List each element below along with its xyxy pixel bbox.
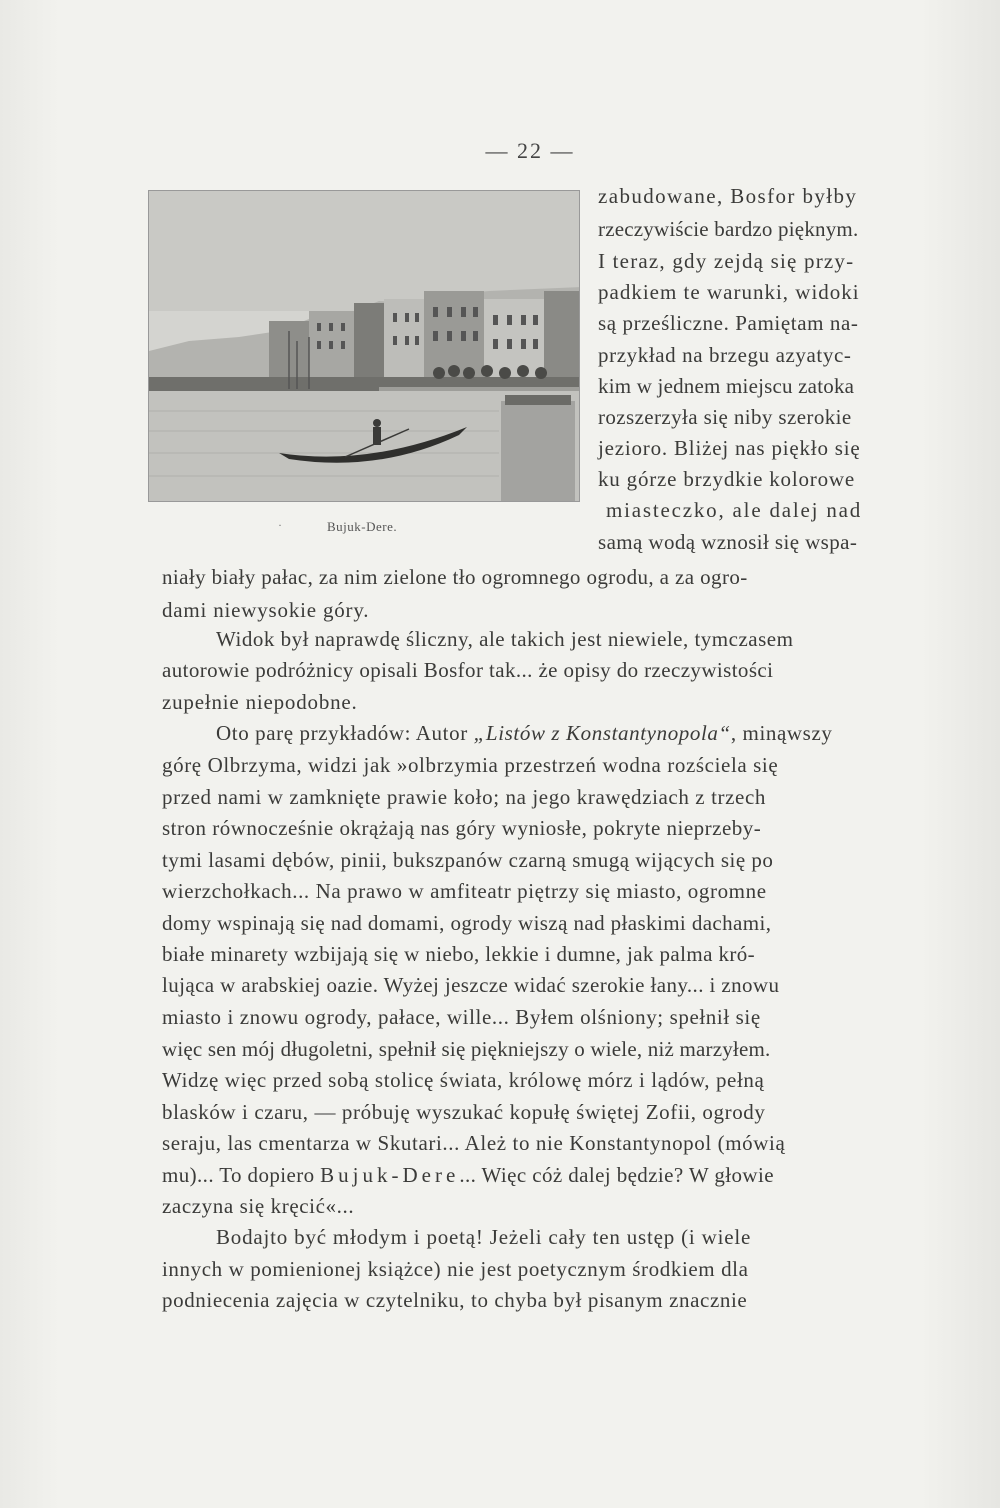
text-line: samą wodą wznosił się wspa- xyxy=(598,530,858,554)
text-line: przed nami w zamknięte prawie koło; na jego krawędziach z trzech xyxy=(162,785,766,809)
bujuk-dere-spaced: Bujuk-Dere xyxy=(320,1163,460,1187)
text-line: jezioro. Bliżej nas piękło się xyxy=(598,436,861,460)
text-line: dami niewysokie góry. xyxy=(162,598,370,622)
text-line: innych w pomienionej książce) nie jest poetycznym środkiem dla xyxy=(162,1257,749,1281)
text-line: są prześliczne. Pamiętam na- xyxy=(598,311,859,335)
text-line: białe minarety wzbijają się w niebo, lekkie i dumne, jak palma kró- xyxy=(162,942,756,966)
figure xyxy=(148,190,580,502)
text-line: domy wspinają się nad domami, ogrody wiszą nad płaskimi dachami, xyxy=(162,911,772,935)
text-line: Widzę więc przed sobą stolicę świata, królowę mórz i lądów, pełną xyxy=(162,1068,765,1092)
text-line: niały biały pałac, za nim zielone tło ogromnego ogrodu, a za ogro- xyxy=(162,565,748,589)
text-line: padkiem te warunki, widoki xyxy=(598,280,860,304)
page-number: — 22 — xyxy=(485,138,575,163)
text-line: autorowie podróżnicy opisali Bosfor tak... że opisy do rzeczywistości xyxy=(162,658,774,682)
text-line: miasteczko, ale dalej nad xyxy=(606,498,863,522)
quote-after: , minąwszy xyxy=(730,721,833,745)
text-line-bujuk xyxy=(162,1163,774,1187)
text-line: Bodajto być młodym i poetą! Jeżeli cały ten ustęp (i wiele xyxy=(216,1225,752,1249)
quote-before: Oto parę przykładów: Autor xyxy=(216,721,474,745)
text-line: rozszerzyła się niby szerokie xyxy=(598,405,852,429)
text-line: I teraz, gdy zejdą się przy- xyxy=(598,249,855,273)
text-line: rzeczywiście bardzo pięknym. xyxy=(598,217,859,241)
text-line: stron równocześnie okrążają nas góry wyniosłe, pokryte nieprzeby- xyxy=(162,816,762,840)
text-line: zupełnie niepodobne. xyxy=(162,690,358,714)
text-line: seraju, las cmentarza w Skutari... Ależ to nie Konstantynopol (mówią xyxy=(162,1131,786,1155)
text-line: zabudowane, Bosfor byłby xyxy=(598,184,858,208)
bujuk-before: mu)... To dopiero xyxy=(162,1163,321,1187)
text-line: lująca w arabskiej oazie. Wyżej jeszcze widać szerokie łany... i znowu xyxy=(162,973,780,997)
figure-caption: Bujuk-Dere. xyxy=(327,519,398,534)
bujuk-after: ... Więc cóż dalej będzie? W głowie xyxy=(459,1163,774,1187)
harbor-illustration xyxy=(149,191,580,502)
photo-bujuk-dere xyxy=(148,190,580,502)
text-line: więc sen mój długoletni, spełnił się piękniejszy o wiele, niż marzyłem. xyxy=(162,1037,771,1061)
text-line: blasków i czaru, — próbuję wyszukać kopułę świętej Zofii, ogrody xyxy=(162,1100,766,1124)
text-line: przykład na brzegu azyatyc- xyxy=(598,343,852,367)
text-line: zaczyna się kręcić«... xyxy=(162,1194,355,1218)
text-line: podniecenia zajęcia w czytelniku, to chyba był pisanym znacznie xyxy=(162,1288,748,1312)
text-line: ku górze brzydkie kolorowe xyxy=(598,467,855,491)
text-line: Widok był naprawdę śliczny, ale takich jest niewiele, tymczasem xyxy=(216,627,794,651)
text-line: górę Olbrzyma, widzi jak »olbrzymia przestrzeń wodna rozściela się xyxy=(162,753,779,777)
text-line: kim w jednem miejscu zatoka xyxy=(598,374,855,398)
book-title: „Listów z Konstantynopola“ xyxy=(473,721,731,745)
text-line: tymi lasami dębów, pinii, bukszpanów czarną smugą wijących się po xyxy=(162,848,774,872)
text-line-quote xyxy=(216,721,832,745)
text-line: miasto i znowu ogrody, pałace, wille... Byłem olśniony; spełnił się xyxy=(162,1005,761,1029)
caption-dot: · xyxy=(278,518,282,532)
text-line: wierzchołkach... Na prawo w amfiteatr piętrzy się miasto, ogromne xyxy=(162,879,767,903)
